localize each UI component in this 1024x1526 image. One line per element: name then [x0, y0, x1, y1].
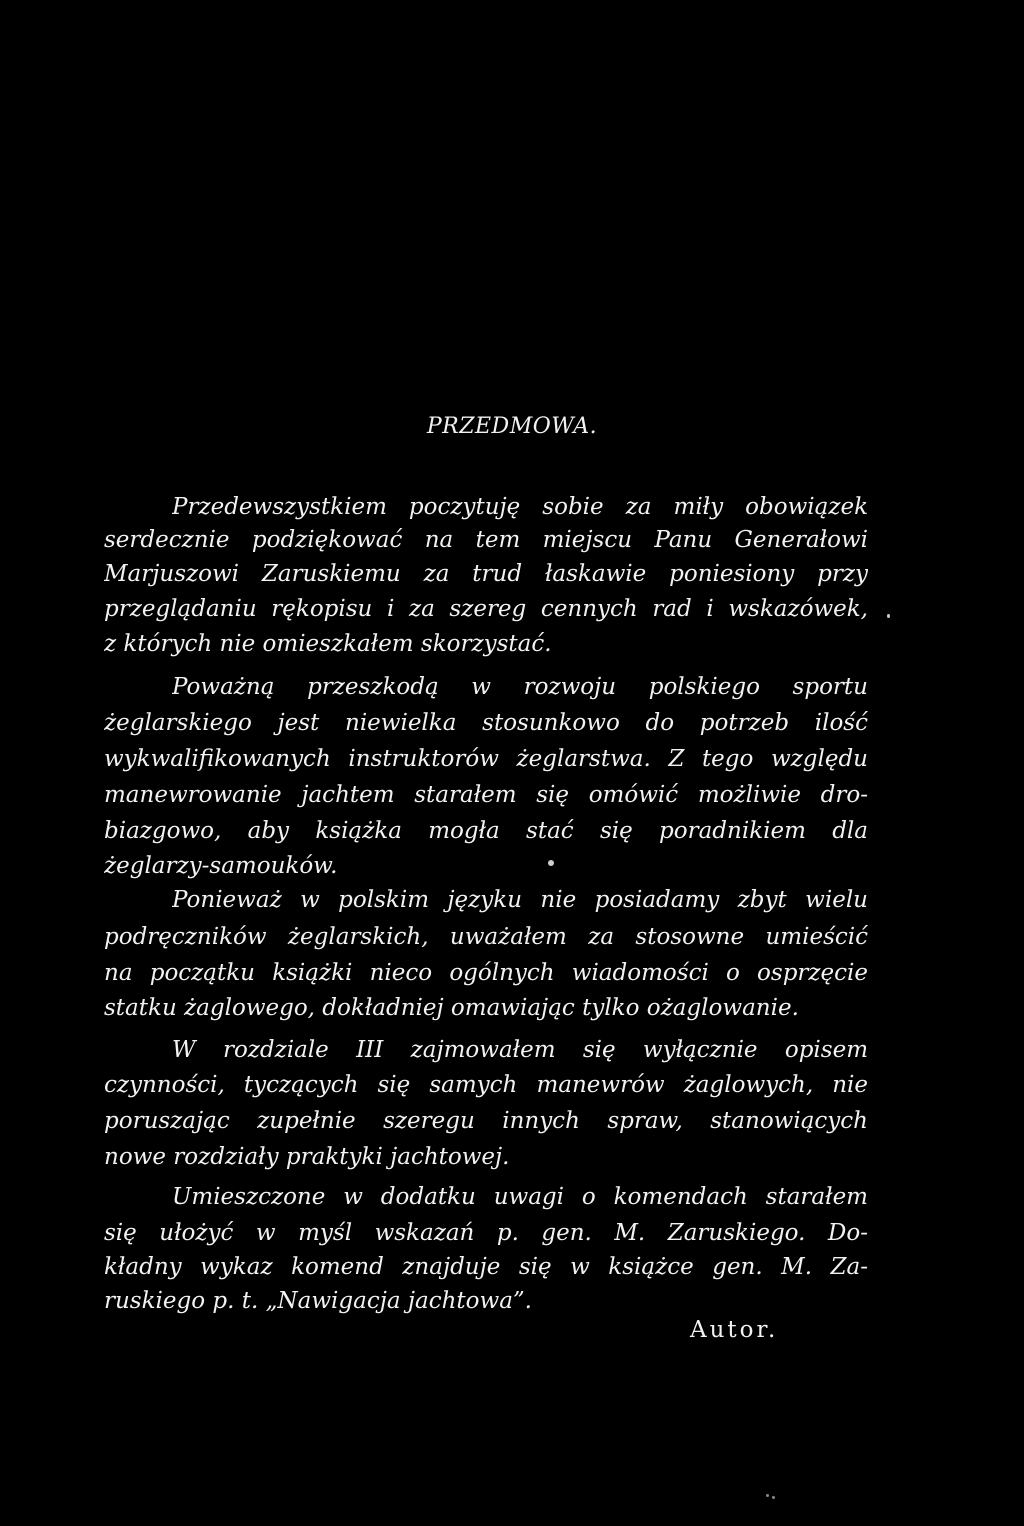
text-line: podręczników żeglarskich, uważałem za stosowne umieścić: [104, 924, 868, 950]
text-line: Ponieważ w polskim języku nie posiadamy zbyt wielu: [172, 887, 868, 913]
text-line: czynności, tyczących się samych manewrów żaglowych, nie: [104, 1072, 868, 1098]
ink-speck: [772, 1496, 775, 1499]
text-line: biazgowo, aby książka mogła stać się poradnikiem dla: [104, 818, 868, 844]
text-line: ruskiego p. t. „Nawigacja jachtowa”.: [104, 1288, 532, 1314]
text-line: przeglądaniu rękopisu i za szereg cennych rad i wskazówek,: [104, 596, 868, 622]
text-line: Umieszczone w dodatku uwagi o komendach starałem: [172, 1184, 868, 1210]
text-line: Przedewszystkiem poczytuję sobie za miły obowiązek: [172, 494, 868, 520]
signature: Autor.: [690, 1317, 779, 1343]
text-line: na początku książki nieco ogólnych wiadomości o osprzęcie: [104, 960, 868, 986]
text-line: wykwalifikowanych instruktorów żeglarstwa. Z tego względu: [104, 746, 868, 772]
text-line: manewrowanie jachtem starałem się omówić możliwie dro-: [104, 782, 868, 808]
text-line: statku żaglowego, dokładniej omawiając tylko ożaglowanie.: [104, 995, 799, 1021]
text-line: serdecznie podziękować na tem miejscu Panu Generałowi: [104, 527, 868, 553]
ink-speck: [766, 1494, 769, 1497]
text-line: poruszając zupełnie szeregu innych spraw, stanowiących: [104, 1108, 868, 1134]
text-line: z których nie omieszkałem skorzystać.: [104, 631, 552, 657]
text-line: żeglarzy-samouków.: [104, 853, 338, 879]
page-title: PRZEDMOWA.: [426, 414, 598, 439]
text-line: Marjuszowi Zaruskiemu za trud łaskawie poniesiony przy: [104, 561, 868, 587]
text-line: W rozdziale III zajmowałem się wyłącznie opisem: [172, 1037, 868, 1063]
text-line: żeglarskiego jest niewielka stosunkowo do potrzeb ilość: [104, 710, 868, 736]
text-line: kładny wykaz komend znajduje się w książce gen. M. Za-: [104, 1254, 868, 1280]
text-line: się ułożyć w myśl wskazań p. gen. M. Zaruskiego. Do-: [104, 1220, 868, 1246]
text-line: Poważną przeszkodą w rozwoju polskiego sportu: [172, 674, 868, 700]
ink-speck: [887, 614, 890, 618]
text-line: nowe rozdziały praktyki jachtowej.: [104, 1144, 510, 1170]
ink-speck: [548, 860, 554, 866]
